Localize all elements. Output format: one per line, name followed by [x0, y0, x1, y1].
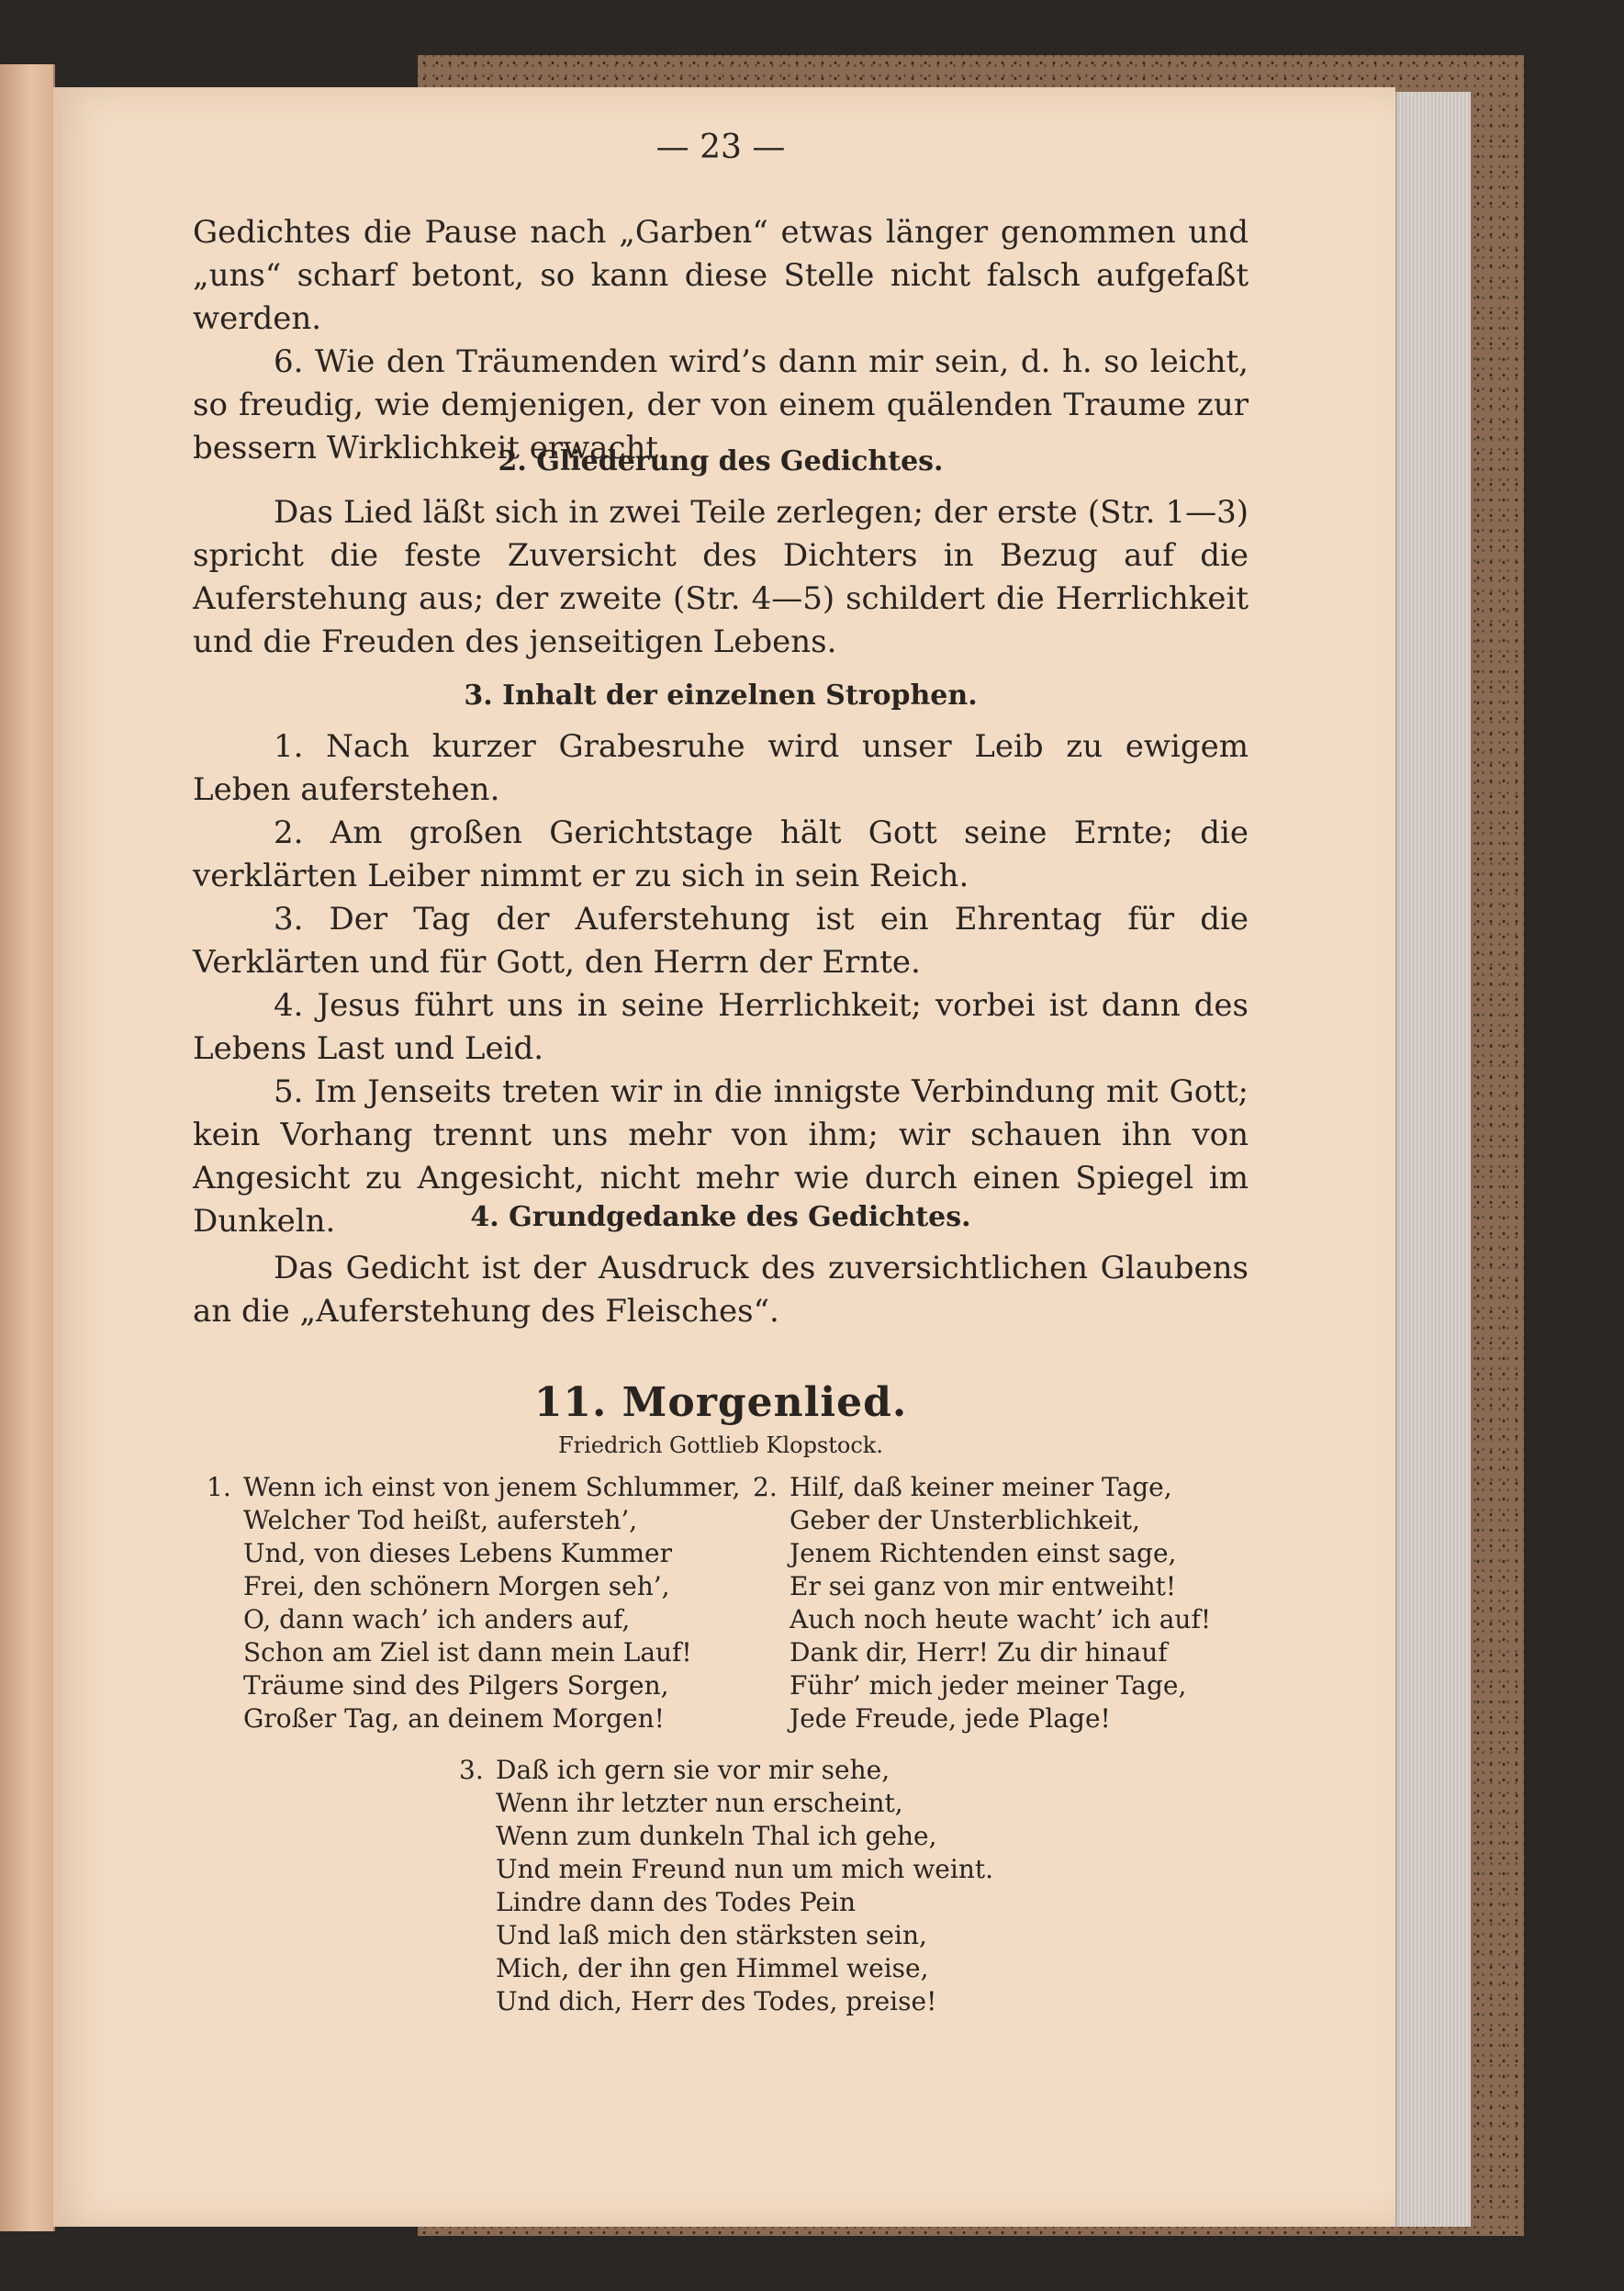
verse-line: Er sei ganz von mir entweiht! [790, 1571, 1177, 1601]
verse-line: Führ’ mich jeder meiner Tage, [790, 1670, 1187, 1701]
stanza-1 [207, 1471, 741, 1735]
page-stack-edge [1395, 92, 1471, 2227]
verse-line: Und laß mich den stärksten sein, [496, 1920, 927, 1950]
stanza-2 [753, 1471, 1212, 1735]
verse-line: Geber der Unsterblichkeit, [790, 1505, 1140, 1535]
intro-text: Gedichtes die Pause nach „Garben“ etwas länger genommen und „uns“ scharf betont, so kann diese Stelle nicht falsch aufgefaßt werden. [193, 214, 1249, 337]
verse-line: Mich, der ihn gen Himmel weise, [496, 1953, 929, 1983]
verse-line: Wenn zum dunkeln Thal ich gehe, [496, 1821, 937, 1851]
section-3-body [193, 725, 1249, 1243]
verse-line: Und, von dieses Lebens Kummer [243, 1538, 672, 1568]
verse-line: Jenem Richtenden einst sage, [790, 1538, 1177, 1568]
section-3-item: 3. Der Tag der Auferstehung ist ein Ehrentag für die Verklärten und für Gott, den Herrn der Ernte. [193, 901, 1249, 981]
section-2-body [193, 491, 1249, 664]
poem-author: Friedrich Gottlieb Klopstock. [558, 1432, 883, 1458]
section-4-heading: 4. Grundgedanke des Gedichtes. [470, 1201, 971, 1233]
verse-line: Lindre dann des Todes Pein [496, 1887, 856, 1917]
section-3-item: 1. Nach kurzer Grabesruhe wird unser Leib zu ewigem Leben auferstehen. [193, 728, 1249, 808]
stanza-number: 1. [207, 1472, 231, 1502]
section-2-heading: 2. Gliederung des Gedichtes. [498, 445, 944, 477]
section-4-body [193, 1247, 1249, 1333]
stanza-number: 3. [459, 1755, 484, 1785]
note-6: 6. Wie den Träumenden wird’s dann mir sein, d. h. so leicht, so freudig, wie demjenigen, der von einem quälenden Traume zur bessern Wirklichkeit erwacht. [193, 343, 1249, 466]
section-3-item: 2. Am großen Gerichtstage hält Gott seine Ernte; die verklärten Leiber nimmt er zu sich in sein Reich. [193, 814, 1249, 894]
verse-line: Und mein Freund nun um mich weint. [496, 1854, 994, 1884]
section-3-item: 4. Jesus führt uns in seine Herrlichkeit; vorbei ist dann des Lebens Last und Leid. [193, 987, 1249, 1067]
section-3-item: 5. Im Jenseits treten wir in die innigste Verbindung mit Gott; kein Vorhang trennt uns mehr von ihm; wir schauen ihn von Angesicht zu Angesicht, nicht mehr wie durch einen Spiegel im Dunkeln. [193, 1073, 1249, 1240]
left-page-edge [0, 64, 55, 2231]
verse-line: Auch noch heute wacht’ ich auf! [790, 1604, 1212, 1634]
verse-line: Wenn ich einst von jenem Schlummer, [243, 1472, 741, 1502]
verse-line: Schon am Ziel ist dann mein Lauf! [243, 1637, 692, 1668]
verse-line: Großer Tag, an deinem Morgen! [243, 1703, 665, 1734]
verse-line: Und dich, Herr des Todes, preise! [496, 1986, 937, 2016]
intro-paragraph [193, 211, 1249, 470]
section-3-heading: 3. Inhalt der einzelnen Strophen. [464, 679, 978, 712]
page-number: — 23 — [655, 129, 786, 166]
section-4-text: Das Gedicht ist der Ausdruck des zuversichtlichen Glaubens an die „Auferstehung des Fleisches“. [193, 1250, 1249, 1330]
stanza-3 [459, 1754, 994, 2018]
poem-title: 11. Morgenlied. [533, 1379, 908, 1426]
verse-line: Jede Freude, jede Plage! [790, 1703, 1111, 1734]
verse-line: Daß ich gern sie vor mir sehe, [496, 1755, 890, 1785]
verse-line: Dank dir, Herr! Zu dir hinauf [790, 1637, 1168, 1668]
verse-line: O, dann wach’ ich anders auf, [243, 1604, 631, 1634]
verse-line: Träume sind des Pilgers Sorgen, [243, 1670, 669, 1701]
stanza-number: 2. [753, 1472, 778, 1502]
verse-line: Hilf, daß keiner meiner Tage, [790, 1472, 1172, 1502]
verse-line: Frei, den schönern Morgen seh’, [243, 1571, 670, 1601]
verse-line: Wenn ihr letzter nun erscheint, [496, 1788, 903, 1818]
verse-line: Welcher Tod heißt, aufersteh’, [243, 1505, 638, 1535]
section-2-text: Das Lied läßt sich in zwei Teile zerlegen; der erste (Str. 1—3) spricht die feste Zuversicht des Dichters in Bezug auf die Auferstehung aus; der zweite (Str. 4—5) schildert die Herrlichkeit und die Freuden des jenseitigen Lebens. [193, 494, 1249, 660]
